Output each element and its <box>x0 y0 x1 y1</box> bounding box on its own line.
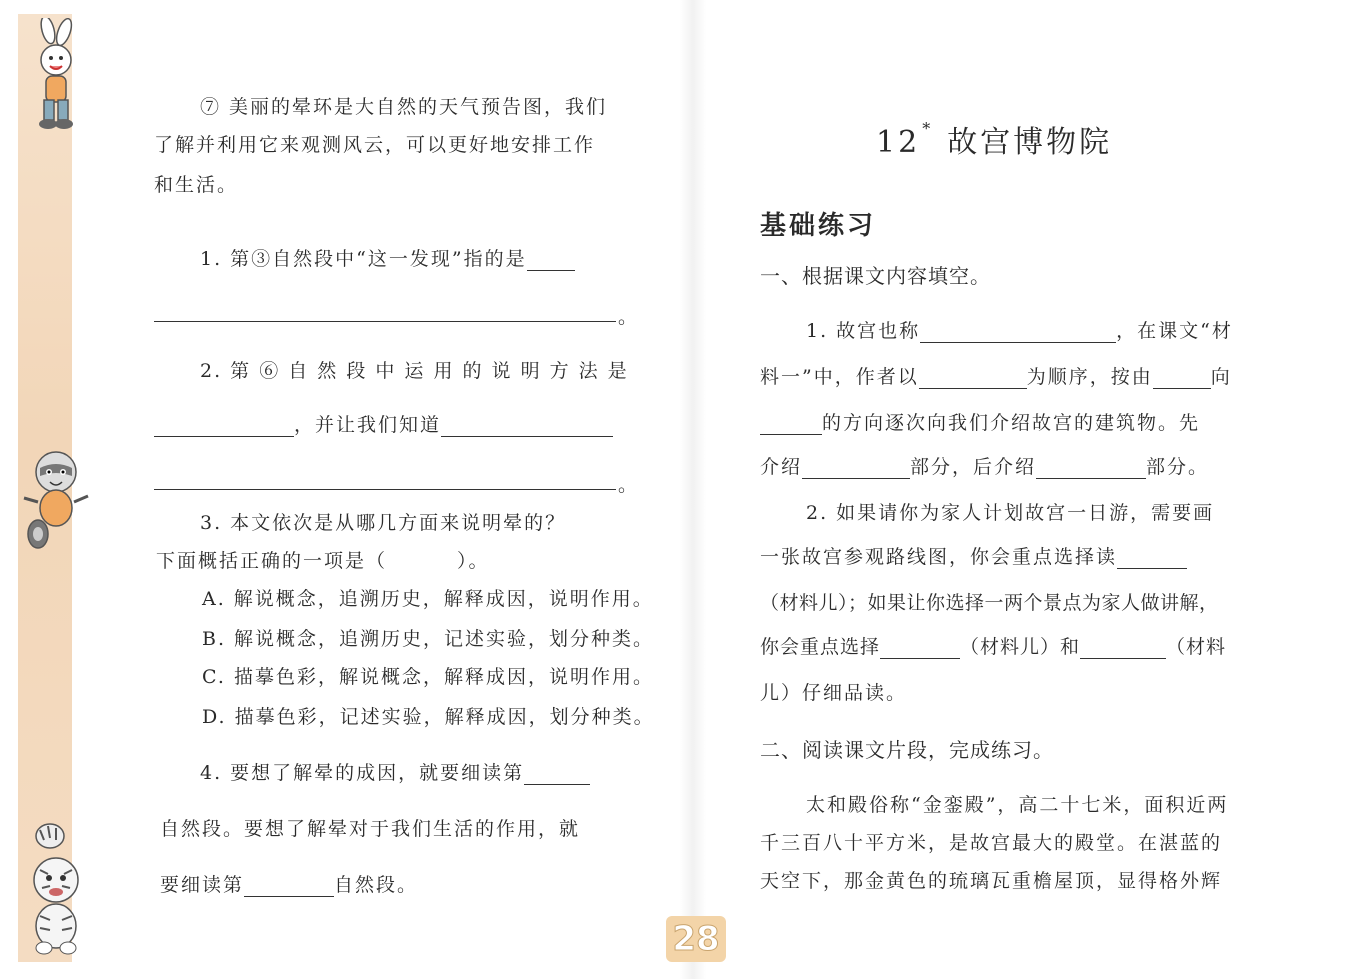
question-3-line-2 <box>156 546 490 573</box>
fill-1-text-f: 的方向逐次向我们介绍故宫的建筑物。先 <box>822 412 1201 434</box>
passage-line-3: 天空下，那金黄色的琉璃瓦重檐屋顶，显得格外辉 <box>760 870 1223 892</box>
lesson-number: 12 <box>876 125 921 160</box>
fill-2-line-4 <box>760 632 1226 659</box>
raccoon-mascot-icon <box>16 440 96 550</box>
section-heading: 基础练习 <box>760 211 877 241</box>
answer-blank-q2a[interactable] <box>154 416 294 437</box>
answer-line-q1b[interactable] <box>154 320 616 322</box>
tiger-mascot-icon <box>20 818 90 958</box>
fill-1-line-3 <box>760 408 1200 435</box>
question-3-prompt: 下面概括正确的一项是（ <box>156 550 388 572</box>
question-4-line-2: 自然段。要想了解晕对于我们生活的作用，就 <box>160 818 581 840</box>
question-2-period: 。 <box>618 474 640 496</box>
answer-blank-r3[interactable] <box>1153 368 1211 389</box>
fill-2-text-d3: （材料 <box>1166 636 1227 658</box>
option-b: B. 解说概念，追溯历史，记述实验，划分种类。 <box>202 628 655 650</box>
paragraph-7-line-1: ⑦ 美丽的晕环是大自然的天气预告图，我们 <box>200 96 608 118</box>
option-d: D. 描摹色彩，记述实验，解释成因，划分种类。 <box>202 706 655 728</box>
answer-blank-q1a[interactable] <box>527 250 575 271</box>
fill-1-text-h: 部分，后介绍 <box>910 456 1037 478</box>
answer-blank-r1[interactable] <box>920 322 1116 343</box>
page-number: 28 <box>666 916 726 962</box>
question-4-line-3 <box>160 870 418 897</box>
paragraph-7-line-3: 和生活。 <box>154 174 239 196</box>
fill-1-text-i: 部分。 <box>1146 456 1210 478</box>
fill-2-line-2 <box>760 542 1187 569</box>
fill-1-line-2 <box>760 362 1232 389</box>
fill-1-text-c: 料一”中，作者以 <box>760 366 919 388</box>
fill-1-text-a: 1. 故宫也称 <box>806 320 921 342</box>
paragraph-7-line-2: 了解并利用它来观测风云，可以更好地安排工作 <box>154 134 596 156</box>
question-2: 2. 第 ⑥ 自 然 段 中 运 用 的 说 明 方 法 是 <box>200 360 629 382</box>
passage-line-2: 千三百八十平方米，是故宫最大的殿堂。在湛蓝的 <box>760 832 1223 854</box>
answer-blank-r8[interactable] <box>880 638 960 659</box>
part-1-heading: 一、根据课文内容填空。 <box>760 264 991 288</box>
answer-blank-r6[interactable] <box>1036 458 1146 479</box>
answer-blank-r2[interactable] <box>919 368 1027 389</box>
fill-2-text-b: 一张故宫参观路线图，你会重点选择读 <box>760 546 1118 568</box>
fill-2-line-3: （材料儿）；如果让你选择一两个景点为家人做讲解， <box>760 592 1219 614</box>
fill-2-text-d2: （材料儿）和 <box>960 636 1081 658</box>
answer-blank-r7[interactable] <box>1117 548 1187 569</box>
answer-blank-r5[interactable] <box>802 458 910 479</box>
fill-1-text-b: ，在课文“材 <box>1116 320 1233 342</box>
answer-blank-q4b[interactable] <box>244 876 334 897</box>
option-a: A. 解说概念，追溯历史，解释成因，说明作用。 <box>202 588 654 610</box>
fill-1-line-1 <box>806 316 1233 343</box>
question-4-line-1 <box>200 758 590 785</box>
lesson-name: 故宫博物院 <box>947 125 1113 160</box>
question-1-text: 1. 第③自然段中“这一发现”指的是 <box>200 248 527 270</box>
question-3-line-1: 3. 本文依次是从哪几方面来说明晕的？ <box>200 512 567 534</box>
lesson-star: * <box>922 119 934 138</box>
lesson-title <box>876 117 1112 161</box>
fill-2-text-d1: 你会重点选择 <box>760 636 881 658</box>
fill-1-text-d: 为顺序，按由 <box>1026 366 1153 388</box>
question-2-mid: ，并让我们知道 <box>294 414 442 436</box>
answer-blank-q4a[interactable] <box>524 764 590 785</box>
rabbit-mascot-icon <box>20 18 90 133</box>
question-1-period: 。 <box>618 306 640 328</box>
question-4-suffix: 自然段。 <box>334 874 419 896</box>
question-2-line-2 <box>154 410 613 437</box>
passage-line-1: 太和殿俗称“金銮殿”，高二十七米，面积近两 <box>806 794 1229 816</box>
question-4-prompt: 要细读第 <box>160 874 245 896</box>
fill-1-text-e: 向 <box>1210 366 1232 388</box>
answer-blank-r9[interactable] <box>1080 638 1166 659</box>
question-4-text: 4. 要想了解晕的成因，就要细读第 <box>200 762 525 784</box>
answer-blank-q2b[interactable] <box>441 416 613 437</box>
book-gutter <box>680 0 706 979</box>
answer-line-q2c[interactable] <box>154 488 616 490</box>
question-1 <box>200 244 575 271</box>
part-2-heading: 二、阅读课文片段，完成练习。 <box>760 738 1054 762</box>
option-c: C. 描摹色彩，解说概念，解释成因，说明作用。 <box>202 666 654 688</box>
answer-blank-r4[interactable] <box>760 414 822 435</box>
fill-2-line-5: 儿）仔细品读。 <box>760 682 908 704</box>
question-3-close: ）。 <box>457 550 490 572</box>
fill-1-text-g: 介绍 <box>760 456 803 478</box>
fill-1-line-4 <box>760 452 1209 479</box>
fill-2-line-1: 2. 如果请你为家人计划故宫一日游，需要画 <box>806 502 1215 524</box>
